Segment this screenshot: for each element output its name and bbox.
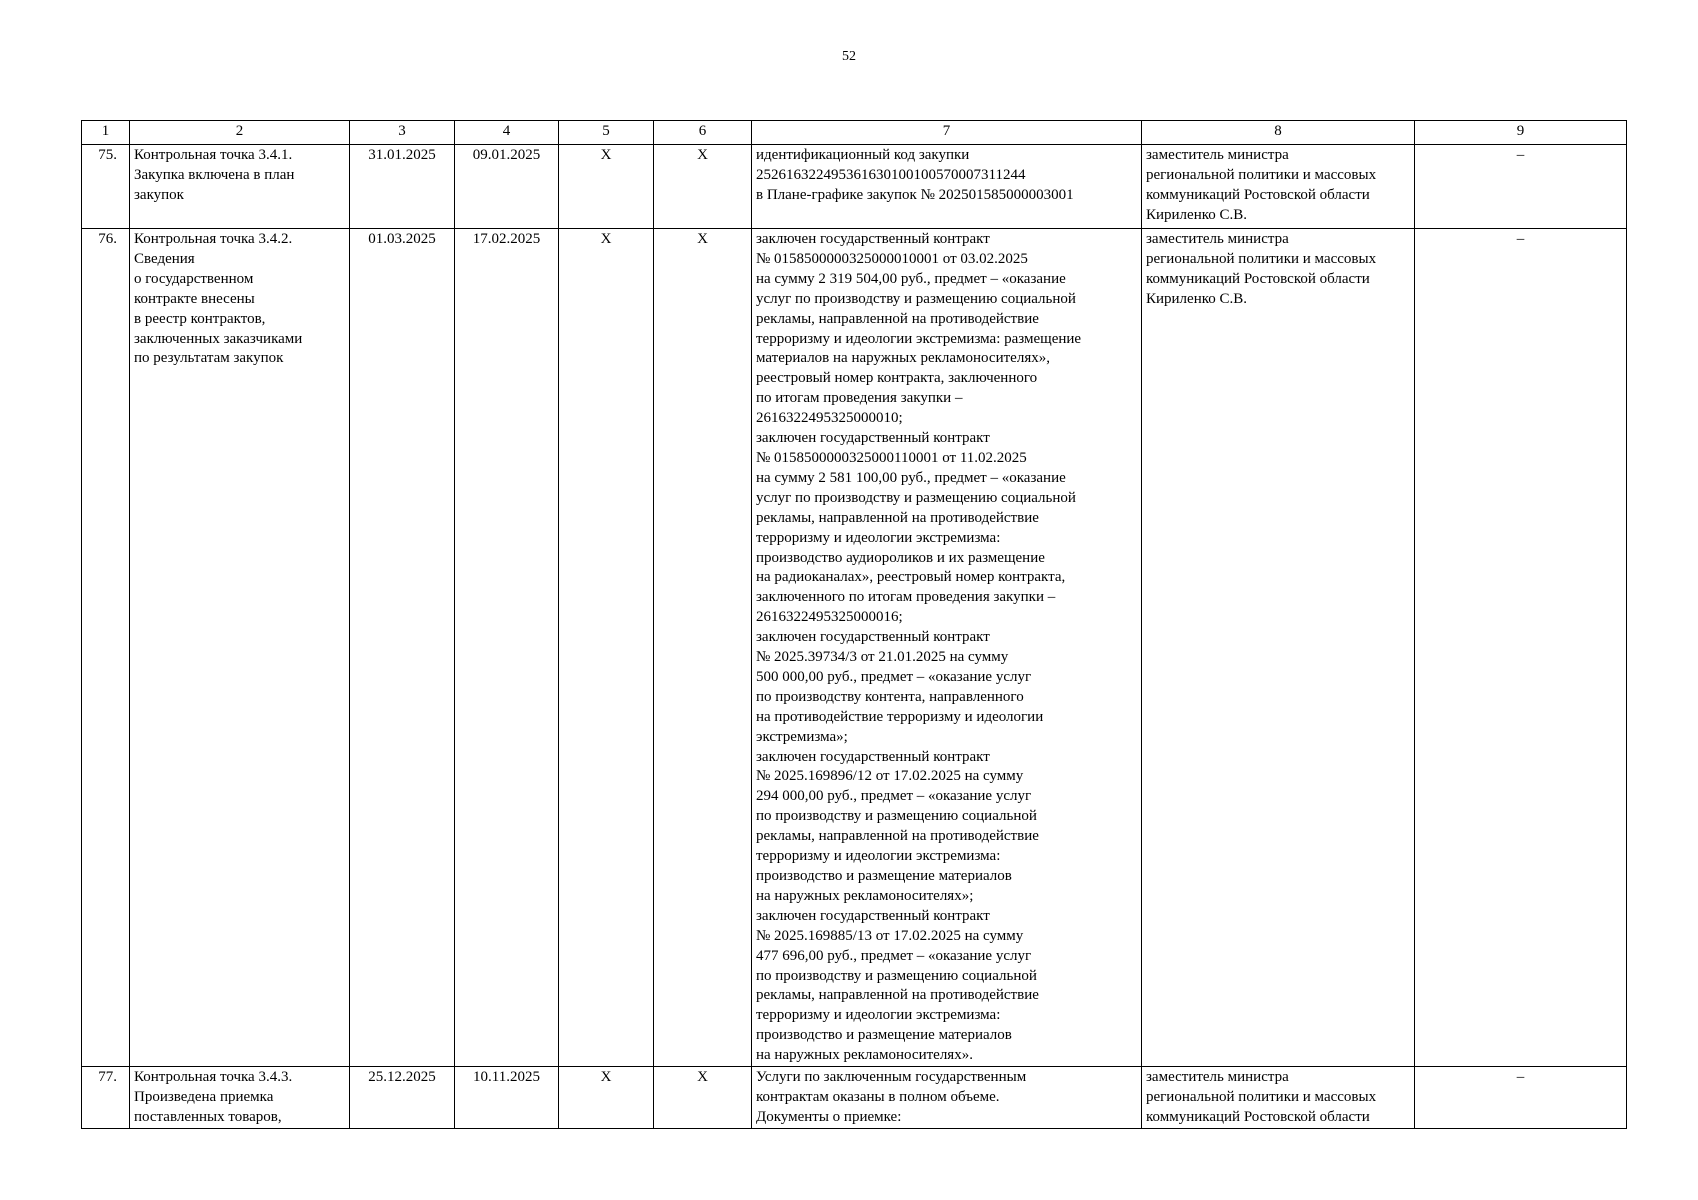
header-cell-2: 2 [130, 121, 350, 145]
header-cell-5: 5 [559, 121, 654, 145]
description-cell: идентификационный код закупки 252616322495361630100100570007311244 в Плане-графике закупок № 202501585000003001 [752, 145, 1142, 229]
header-cell-1: 1 [82, 121, 130, 145]
col6-mark: X [654, 1067, 752, 1129]
row-number: 77. [82, 1067, 130, 1129]
description-cell: Услуги по заключенным государственным контрактам оказаны в полном объеме. Документы о приемке: [752, 1067, 1142, 1129]
description-cell: заключен государственный контракт № 0158500000325000010001 от 03.02.2025 на сумму 2 319 504,00 руб., предмет – «оказание услуг по производству и размещению социальной рекламы, направленной на противодействие терроризму и идеологии экстремизма: размещение материалов на наружных рекламоносителях», реестровый номер контракта, заключенного по итогам проведения закупки – 2616322495325000010; заключен государственный контракт № 0158500000325000110001 от 11.02.2025 на сумму 2 581 100,00 руб., предмет – «оказание услуг по производству и размещению социальной рекламы, направленной на противодействие терроризму и идеологии экстремизма: производство аудиороликов и их размещение на радиоканалах», реестровый номер контракта, заключенного по итогам проведения закупки – 2616322495325000016; заключен государственный контракт № 2025.39734/3 от 21.01.2025 на сумму 500 000,00 руб., предмет – «оказание услуг по производству контента, направленного на противодействие терроризму и идеологии экстремизма»; заключен государственный контракт № 2025.169896/12 от 17.02.2025 на сумму 294 000,00 руб., предмет – «оказание услуг по производству и размещению социальной рекламы, направленной на противодействие терроризму и идеологии экстремизма: производство и размещение материалов на наружных рекламоносителях»; заключен государственный контракт № 2025.169885/13 от 17.02.2025 на сумму 477 696,00 руб., предмет – «оказание услуг по производству и размещению социальной рекламы, направленной на противодействие терроризму и идеологии экстремизма: производство и размещение материалов на наружных рекламоносителях». [752, 229, 1142, 1067]
responsible-cell: заместитель министра региональной политики и массовых коммуникаций Ростовской области [1142, 1067, 1415, 1129]
table-header-row [82, 121, 1627, 145]
header-cell-9: 9 [1415, 121, 1627, 145]
col6-mark: X [654, 145, 752, 229]
note-cell: – [1415, 1067, 1627, 1129]
row-number: 76. [82, 229, 130, 1067]
fact-date: 10.11.2025 [455, 1067, 559, 1129]
responsible-cell: заместитель министра региональной политики и массовых коммуникаций Ростовской области Кириленко С.В. [1142, 145, 1415, 229]
note-cell: – [1415, 229, 1627, 1067]
table-row [82, 229, 1627, 1067]
header-cell-7: 7 [752, 121, 1142, 145]
header-cell-4: 4 [455, 121, 559, 145]
responsible-cell: заместитель министра региональной политики и массовых коммуникаций Ростовской области Кириленко С.В. [1142, 229, 1415, 1067]
row-number: 75. [82, 145, 130, 229]
note-cell: – [1415, 145, 1627, 229]
header-cell-8: 8 [1142, 121, 1415, 145]
page-number: 52 [842, 49, 856, 64]
col6-mark: X [654, 229, 752, 1067]
header-cell-3: 3 [350, 121, 455, 145]
col5-mark: X [559, 1067, 654, 1129]
control-points-table [81, 120, 1627, 1129]
header-cell-6: 6 [654, 121, 752, 145]
col5-mark: X [559, 229, 654, 1067]
control-point-name: Контрольная точка 3.4.3. Произведена приемка поставленных товаров, [130, 1067, 350, 1129]
fact-date: 17.02.2025 [455, 229, 559, 1067]
plan-date: 25.12.2025 [350, 1067, 455, 1129]
table-row [82, 145, 1627, 229]
control-point-name: Контрольная точка 3.4.1. Закупка включена в план закупок [130, 145, 350, 229]
plan-date: 01.03.2025 [350, 229, 455, 1067]
plan-date: 31.01.2025 [350, 145, 455, 229]
col5-mark: X [559, 145, 654, 229]
table-row [82, 1067, 1627, 1129]
fact-date: 09.01.2025 [455, 145, 559, 229]
control-point-name: Контрольная точка 3.4.2. Сведения о государственном контракте внесены в реестр контрактов, заключенных заказчиками по результатам закупок [130, 229, 350, 1067]
